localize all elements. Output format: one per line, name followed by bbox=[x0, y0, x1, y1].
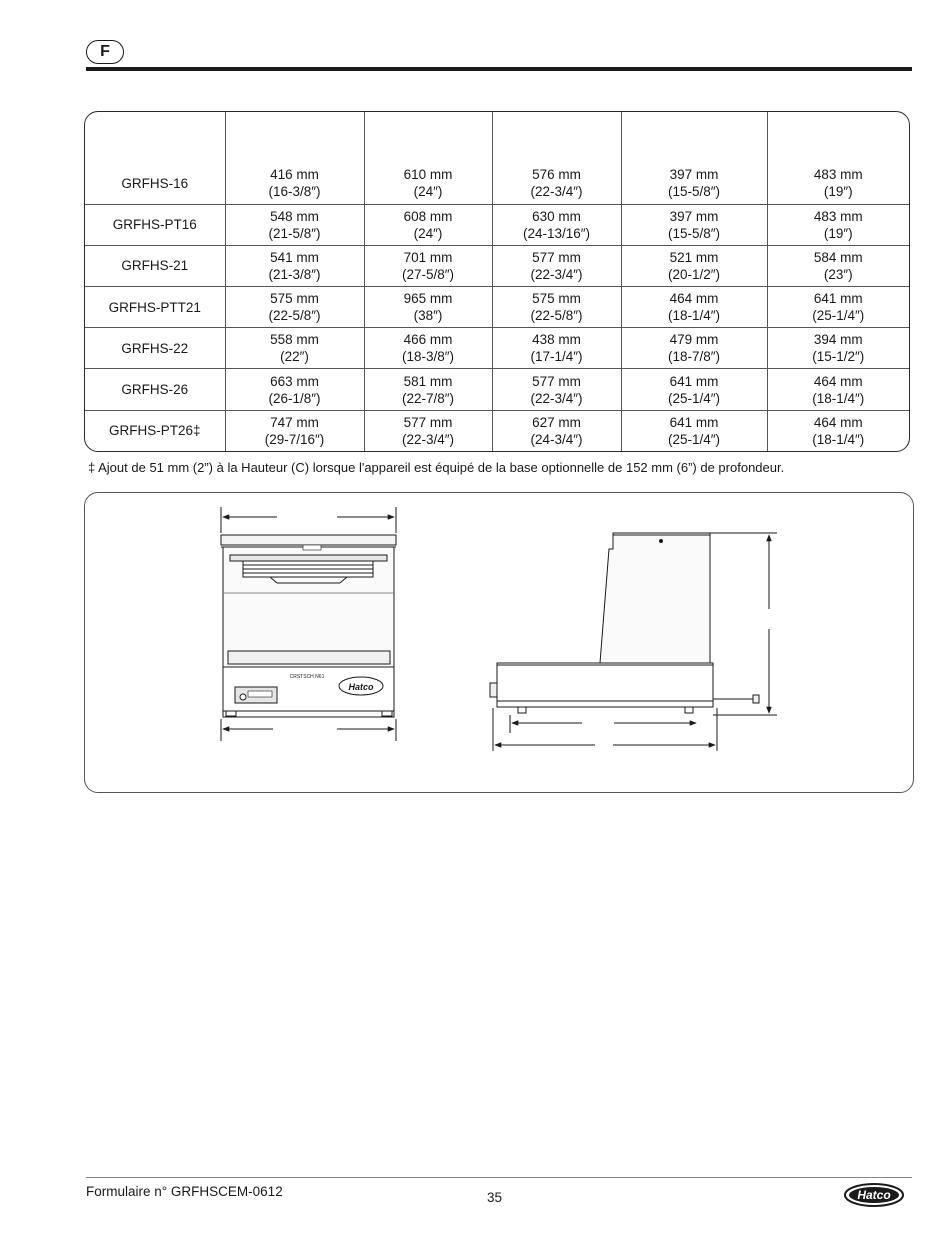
imperial-value: (22-3/4″) bbox=[401, 431, 455, 447]
dimension-cell bbox=[767, 245, 909, 286]
metric-value: 575 mm bbox=[270, 291, 319, 307]
table-row bbox=[85, 245, 909, 286]
metric-value: 483 mm bbox=[813, 167, 863, 183]
metric-value: 397 mm bbox=[669, 208, 719, 224]
table-row bbox=[85, 410, 909, 451]
dimension-cell bbox=[621, 245, 767, 286]
metric-value: 438 mm bbox=[532, 332, 581, 348]
table-footnote: ‡ Ajout de 51 mm (2”) à la Hauteur (C) lorsque l'appareil est équipé de la base optionnelle de 152 mm (6”) de profondeur. bbox=[88, 460, 785, 475]
imperial-value: (29-7/16″) bbox=[264, 431, 325, 447]
table-header-row bbox=[85, 112, 909, 163]
dimension-cell bbox=[225, 287, 364, 328]
imperial-value: (18-7/8″) bbox=[667, 349, 721, 365]
imperial-value: (26-1/8″) bbox=[268, 390, 321, 406]
metric-value: 548 mm bbox=[270, 208, 319, 224]
metric-value: 608 mm bbox=[403, 208, 453, 224]
metric-value: 747 mm bbox=[270, 414, 319, 430]
dimension-cell bbox=[364, 163, 492, 204]
dimension-cell bbox=[364, 369, 492, 410]
imperial-value: (24-3/4″) bbox=[530, 431, 583, 447]
model-cell: GRFHS-16 bbox=[85, 163, 225, 204]
dimension-cell bbox=[492, 369, 621, 410]
model-cell: GRFHS-PTT21 bbox=[85, 287, 225, 328]
imperial-value: (25-1/4″) bbox=[812, 308, 865, 324]
model-cell: GRFHS-PT26‡ bbox=[85, 410, 225, 451]
metric-value: 479 mm bbox=[669, 332, 719, 348]
header-cell bbox=[225, 112, 364, 163]
svg-text:Hatco: Hatco bbox=[857, 1188, 891, 1202]
imperial-value: (19″) bbox=[823, 225, 853, 241]
imperial-value: (22-7/8″) bbox=[401, 390, 455, 406]
imperial-value: (18-1/4″) bbox=[812, 390, 865, 406]
metric-value: 416 mm bbox=[270, 167, 319, 183]
dimension-cell bbox=[225, 163, 364, 204]
dimension-cell bbox=[225, 369, 364, 410]
metric-value: 627 mm bbox=[532, 414, 581, 430]
metric-value: 521 mm bbox=[669, 249, 719, 265]
drawing-logo: Hatco bbox=[348, 682, 374, 692]
imperial-value: (22-5/8″) bbox=[268, 308, 321, 324]
dimension-cell bbox=[767, 287, 909, 328]
metric-value: 663 mm bbox=[270, 373, 319, 389]
page-number: 35 bbox=[487, 1190, 503, 1205]
dimension-drawing bbox=[85, 493, 915, 794]
imperial-value: (15-5/8″) bbox=[667, 225, 721, 241]
imperial-value: (18-3/8″) bbox=[401, 349, 455, 365]
dimension-cell bbox=[492, 163, 621, 204]
dimension-cell bbox=[225, 204, 364, 245]
hatco-logo bbox=[842, 1178, 908, 1212]
imperial-value: (27-5/8″) bbox=[401, 266, 455, 282]
imperial-value: (22-3/4″) bbox=[530, 390, 583, 406]
metric-value: 577 mm bbox=[403, 414, 453, 430]
dimension-cell bbox=[621, 410, 767, 451]
dimension-cell bbox=[767, 410, 909, 451]
form-number: Formulaire n° GRFHSCEM-0612 bbox=[86, 1184, 283, 1199]
imperial-value: (24″) bbox=[413, 225, 443, 241]
imperial-value: (15-5/8″) bbox=[667, 184, 721, 200]
dimension-cell bbox=[621, 328, 767, 369]
metric-value: 581 mm bbox=[403, 373, 453, 389]
imperial-value: (18-1/4″) bbox=[667, 308, 721, 324]
dimension-cell bbox=[225, 245, 364, 286]
table-row bbox=[85, 328, 909, 369]
dimension-cell bbox=[767, 204, 909, 245]
dimension-cell bbox=[364, 245, 492, 286]
dimension-cell bbox=[225, 328, 364, 369]
metric-value: 464 mm bbox=[813, 414, 863, 430]
dimension-cell bbox=[767, 328, 909, 369]
model-cell: GRFHS-21 bbox=[85, 245, 225, 286]
imperial-value: (18-1/4″) bbox=[812, 431, 865, 447]
imperial-value: (24″) bbox=[413, 184, 443, 200]
model-cell: GRFHS-PT16 bbox=[85, 204, 225, 245]
dimension-cell bbox=[767, 369, 909, 410]
metric-value: 576 mm bbox=[532, 167, 581, 183]
model-plate-label: CRSTSCH N61 bbox=[289, 674, 325, 680]
metric-value: 394 mm bbox=[813, 332, 863, 348]
table-row bbox=[85, 204, 909, 245]
table-row bbox=[85, 163, 909, 204]
model-cell: GRFHS-26 bbox=[85, 369, 225, 410]
header-cell bbox=[85, 112, 225, 163]
metric-value: 466 mm bbox=[403, 332, 453, 348]
metric-value: 577 mm bbox=[532, 373, 581, 389]
imperial-value: (22″) bbox=[280, 349, 309, 365]
imperial-value: (25-1/4″) bbox=[667, 390, 721, 406]
metric-value: 630 mm bbox=[532, 208, 581, 224]
metric-value: 965 mm bbox=[403, 291, 453, 307]
dimension-drawing-panel bbox=[84, 492, 914, 793]
metric-value: 397 mm bbox=[669, 167, 719, 183]
dimension-cell bbox=[364, 204, 492, 245]
imperial-value: (24-13/16″) bbox=[522, 225, 591, 241]
dimension-cell bbox=[492, 204, 621, 245]
metric-value: 701 mm bbox=[403, 249, 453, 265]
dimension-cell bbox=[621, 204, 767, 245]
imperial-value: (17-1/4″) bbox=[530, 349, 583, 365]
dimension-cell bbox=[621, 163, 767, 204]
header-cell bbox=[621, 112, 767, 163]
dimension-cell bbox=[364, 328, 492, 369]
imperial-value: (22-5/8″) bbox=[530, 308, 583, 324]
header-cell bbox=[364, 112, 492, 163]
metric-value: 641 mm bbox=[669, 373, 719, 389]
dimension-cell bbox=[225, 410, 364, 451]
metric-value: 575 mm bbox=[532, 291, 581, 307]
front-view-drawing bbox=[221, 507, 396, 741]
table-row bbox=[85, 369, 909, 410]
metric-value: 483 mm bbox=[813, 208, 863, 224]
imperial-value: (22-3/4″) bbox=[530, 266, 583, 282]
imperial-value: (19″) bbox=[823, 184, 853, 200]
imperial-value: (16-3/8″) bbox=[268, 184, 321, 200]
footer-rule bbox=[86, 1177, 912, 1178]
metric-value: 610 mm bbox=[403, 167, 453, 183]
dimension-cell bbox=[621, 369, 767, 410]
metric-value: 641 mm bbox=[813, 291, 863, 307]
header-cell bbox=[492, 112, 621, 163]
imperial-value: (20-1/2″) bbox=[667, 266, 721, 282]
table-row bbox=[85, 287, 909, 328]
metric-value: 584 mm bbox=[813, 249, 863, 265]
imperial-value: (22-3/4″) bbox=[530, 184, 583, 200]
side-view-drawing bbox=[490, 533, 777, 751]
imperial-value: (25-1/4″) bbox=[667, 431, 721, 447]
dimension-cell bbox=[492, 245, 621, 286]
dimension-cell bbox=[492, 410, 621, 451]
metric-value: 558 mm bbox=[270, 332, 319, 348]
metric-value: 577 mm bbox=[532, 249, 581, 265]
metric-value: 464 mm bbox=[813, 373, 863, 389]
dimension-cell bbox=[364, 410, 492, 451]
model-cell: GRFHS-22 bbox=[85, 328, 225, 369]
dimension-cell bbox=[621, 287, 767, 328]
metric-value: 641 mm bbox=[669, 414, 719, 430]
imperial-value: (38″) bbox=[413, 308, 443, 324]
imperial-value: (15-1/2″) bbox=[812, 349, 865, 365]
dimension-cell bbox=[364, 287, 492, 328]
header-cell bbox=[767, 112, 909, 163]
imperial-value: (21-5/8″) bbox=[268, 225, 321, 241]
imperial-value: (21-3/8″) bbox=[268, 266, 321, 282]
metric-value: 464 mm bbox=[669, 291, 719, 307]
header-rule bbox=[86, 67, 912, 71]
dimension-cell bbox=[492, 328, 621, 369]
dimension-cell bbox=[492, 287, 621, 328]
metric-value: 541 mm bbox=[270, 249, 319, 265]
imperial-value: (23″) bbox=[823, 266, 853, 282]
dimensions-table bbox=[84, 111, 910, 452]
language-badge: F bbox=[86, 40, 124, 64]
dimension-cell bbox=[767, 163, 909, 204]
